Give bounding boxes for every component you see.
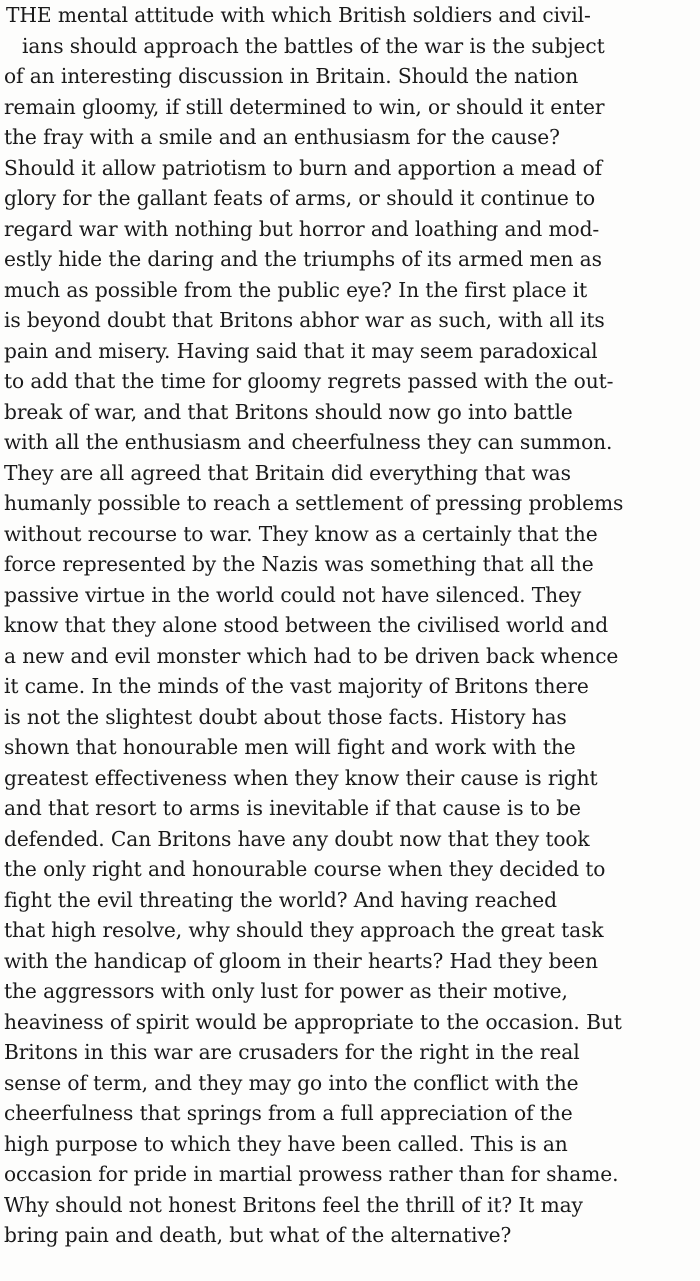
article-line: humanly possible to reach a settlement of pressing problems (4, 491, 624, 515)
article-line: bring pain and death, but what of the alternative? (4, 1223, 512, 1247)
article-line: cheerfulness that springs from a full appreciation of the (4, 1101, 573, 1125)
article-line: of an interesting discussion in Britain. Should the nation (4, 64, 579, 88)
article-line: know that they alone stood between the civilised world and (4, 613, 609, 637)
article-line: it came. In the minds of the vast majority of Britons there (4, 674, 589, 698)
article-line: THE mental attitude with which British soldiers and civil- (6, 3, 591, 27)
article-line: defended. Can Britons have any doubt now that they took (4, 826, 590, 851)
article-line: heaviness of spirit would be appropriate to the occasion. But (4, 1009, 622, 1034)
article-line: much as possible from the public eye? In the first place it (4, 277, 588, 302)
article-line: estly hide the daring and the triumphs of its armed men as (4, 247, 602, 271)
article-line: sense of term, and they may go into the conflict with the (4, 1070, 579, 1095)
article-line: is not the slightest doubt about those facts. History has (4, 704, 567, 729)
article-line: is beyond doubt that Britons abhor war as such, with all its (4, 308, 605, 332)
article-line: the aggressors with only lust for power as their motive, (4, 979, 568, 1003)
article-line: regard war with nothing but horror and loathing and mod- (4, 216, 600, 241)
article-line: break of war, and that Britons should now go into battle (4, 399, 573, 424)
article-line: with all the enthusiasm and cheerfulness they can summon. (4, 430, 613, 454)
article-line: without recourse to war. They know as a certainly that the (4, 521, 598, 546)
article-line: remain gloomy, if still determined to win, or should it enter (4, 94, 605, 119)
article-line: glory for the gallant feats of arms, or should it continue to (4, 186, 596, 210)
article-line: the fray with a smile and an enthusiasm for the cause? (4, 125, 560, 149)
article-line: passive virtue in the world could not have silenced. They (4, 582, 582, 607)
article-line: force represented by the Nazis was something that all the (4, 552, 594, 576)
article-line: They are all agreed that Britain did everything that was (4, 460, 571, 485)
article-line: ians should approach the battles of the war is the subject (22, 33, 605, 58)
article-line: Britons in this war are crusaders for the right in the real (4, 1040, 580, 1064)
article-line: Why should not honest Britons feel the thrill of it? It may (4, 1192, 583, 1217)
article-line: pain and misery. Having said that it may seem paradoxical (4, 338, 598, 363)
article-line: with the handicap of gloom in their hearts? Had they been (4, 948, 598, 973)
article-line: to add that the time for gloomy regrets passed with the out- (4, 369, 614, 393)
editorial-article (4, 0, 696, 1251)
article-line: high purpose to which they have been called. This is an (4, 1131, 568, 1156)
article-line: Should it allow patriotism to burn and apportion a mead of (4, 155, 603, 180)
article-line: that high resolve, why should they approach the great task (4, 918, 604, 942)
article-line: shown that honourable men will fight and work with the (4, 735, 576, 759)
article-line: and that resort to arms is inevitable if that cause is to be (4, 796, 581, 820)
article-line: fight the evil threating the world? And having reached (4, 887, 557, 912)
article-line: greatest effectiveness when they know their cause is right (4, 765, 598, 790)
article-line: occasion for pride in martial prowess rather than for shame. (4, 1162, 619, 1186)
article-line: the only right and honourable course when they decided to (4, 857, 606, 881)
article-line: a new and evil monster which had to be driven back whence (4, 643, 619, 668)
